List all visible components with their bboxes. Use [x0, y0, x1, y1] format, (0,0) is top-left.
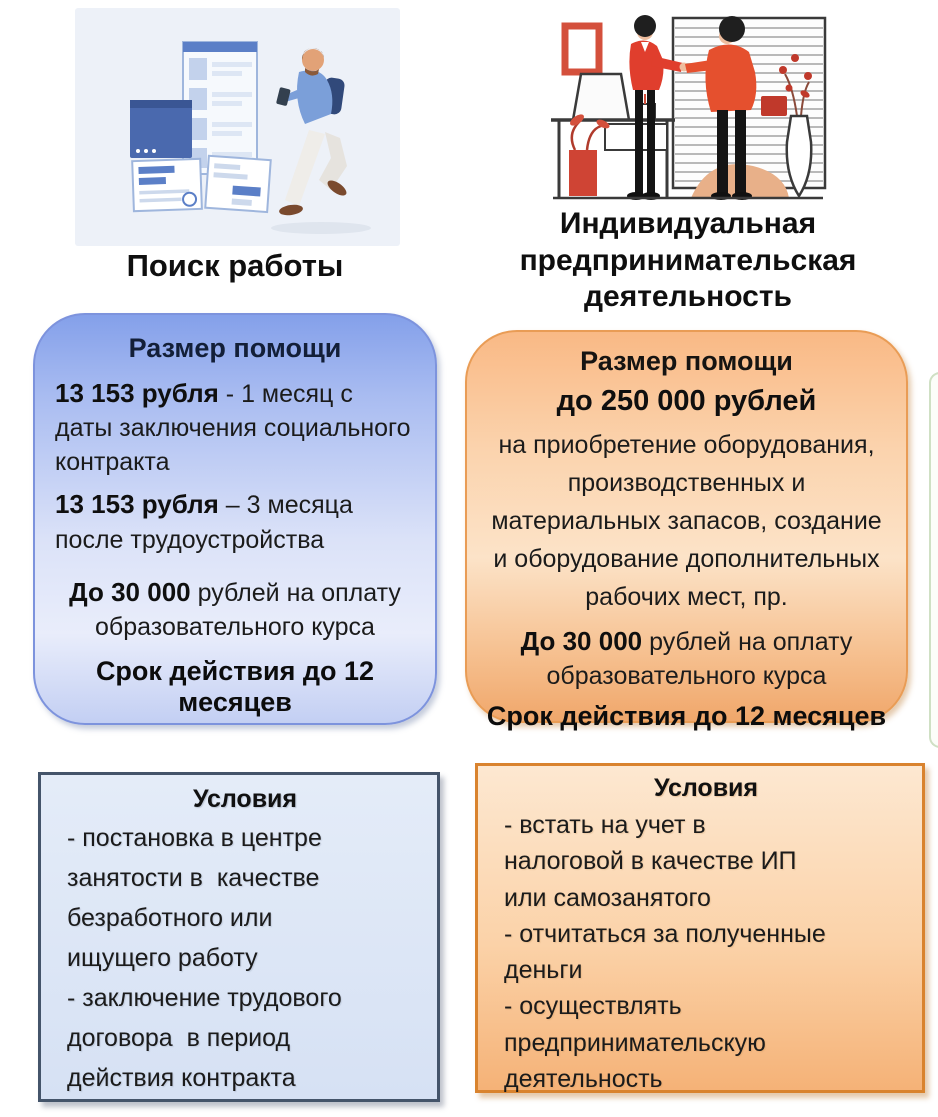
help-box-footer: Срок действия до 12 месяцев [95, 656, 375, 718]
help-item-3-text: рублей на оплату образовательного курса [95, 578, 401, 642]
condition-line: налоговой в качестве ИП [504, 847, 797, 876]
picture-frame [565, 26, 599, 72]
help-item-3-amount: До 30 000 [69, 576, 191, 607]
business-conditions-box [475, 763, 925, 1093]
job-search-illustration [75, 8, 400, 246]
help-course-item [483, 624, 890, 693]
help-item-2 [55, 487, 415, 556]
help-item-3 [55, 575, 415, 644]
right-column-title: Индивидуальная предпринимательская деятельность [519, 207, 857, 314]
condition-line: предпринимательскую [504, 1028, 766, 1057]
next-column-box-sliver [929, 372, 938, 748]
condition-line: деньги [504, 956, 583, 984]
condition-line: или самозанятого [504, 883, 711, 912]
briefcase [761, 96, 787, 116]
condition-line: договора в период [67, 1024, 291, 1052]
condition-line: действия контракта [67, 1064, 296, 1092]
business-help-box [465, 330, 908, 732]
help-box-footer: Срок действия до 12 месяцев [486, 701, 887, 732]
left-column-title: Поиск работы [126, 248, 344, 283]
conditions-title: Условия [653, 774, 759, 802]
condition-line: ищущего работу [67, 944, 258, 972]
help-item-2-amount: 13 153 рубля [55, 489, 219, 520]
help-item-1 [55, 376, 415, 479]
job-board-panel [183, 42, 257, 174]
resume-card [132, 159, 202, 211]
condition-line: - отчитаться за полученные [504, 919, 826, 948]
job-search-conditions-box [38, 772, 440, 1102]
conditions-list [67, 818, 423, 1098]
help-box-amount: до 250 000 рублей [556, 385, 817, 417]
business-handshake-illustration [545, 0, 830, 205]
help-item-2-text: – 3 месяца после трудоустройства [55, 491, 353, 554]
conditions-title: Условия [192, 785, 298, 813]
condition-line: - заключение трудового [67, 984, 342, 1012]
job-search-image [75, 8, 400, 246]
condition-line: безработного или [67, 904, 273, 932]
help-item-1-text: - 1 месяц с даты заключения социального контракта [55, 380, 411, 477]
condition-line: - встать на учет в [504, 811, 706, 839]
business-handshake-image [545, 0, 830, 205]
help-box-description: на приобретение оборудования, производственных и материальных запасов, создание и оборудование дополнительных рабочих мест, пр. [491, 431, 882, 611]
document-card [205, 156, 270, 212]
help-box-heading: Размер помощи [580, 346, 793, 376]
help-course-text: рублей на оплату образовательного курса [546, 628, 853, 691]
condition-line: - осуществлять [504, 992, 682, 1021]
condition-line: - постановка в центре [67, 824, 322, 852]
help-item-1-amount: 13 153 рубля [55, 378, 219, 408]
help-course-amount: До 30 000 [520, 626, 643, 656]
condition-line: занятости в качестве [67, 864, 320, 892]
conditions-list [504, 807, 908, 1097]
help-box-heading: Размер помощи [128, 333, 342, 363]
browser-window-panel [130, 100, 192, 158]
condition-line: деятельность [504, 1064, 663, 1093]
job-search-help-box [33, 313, 437, 725]
